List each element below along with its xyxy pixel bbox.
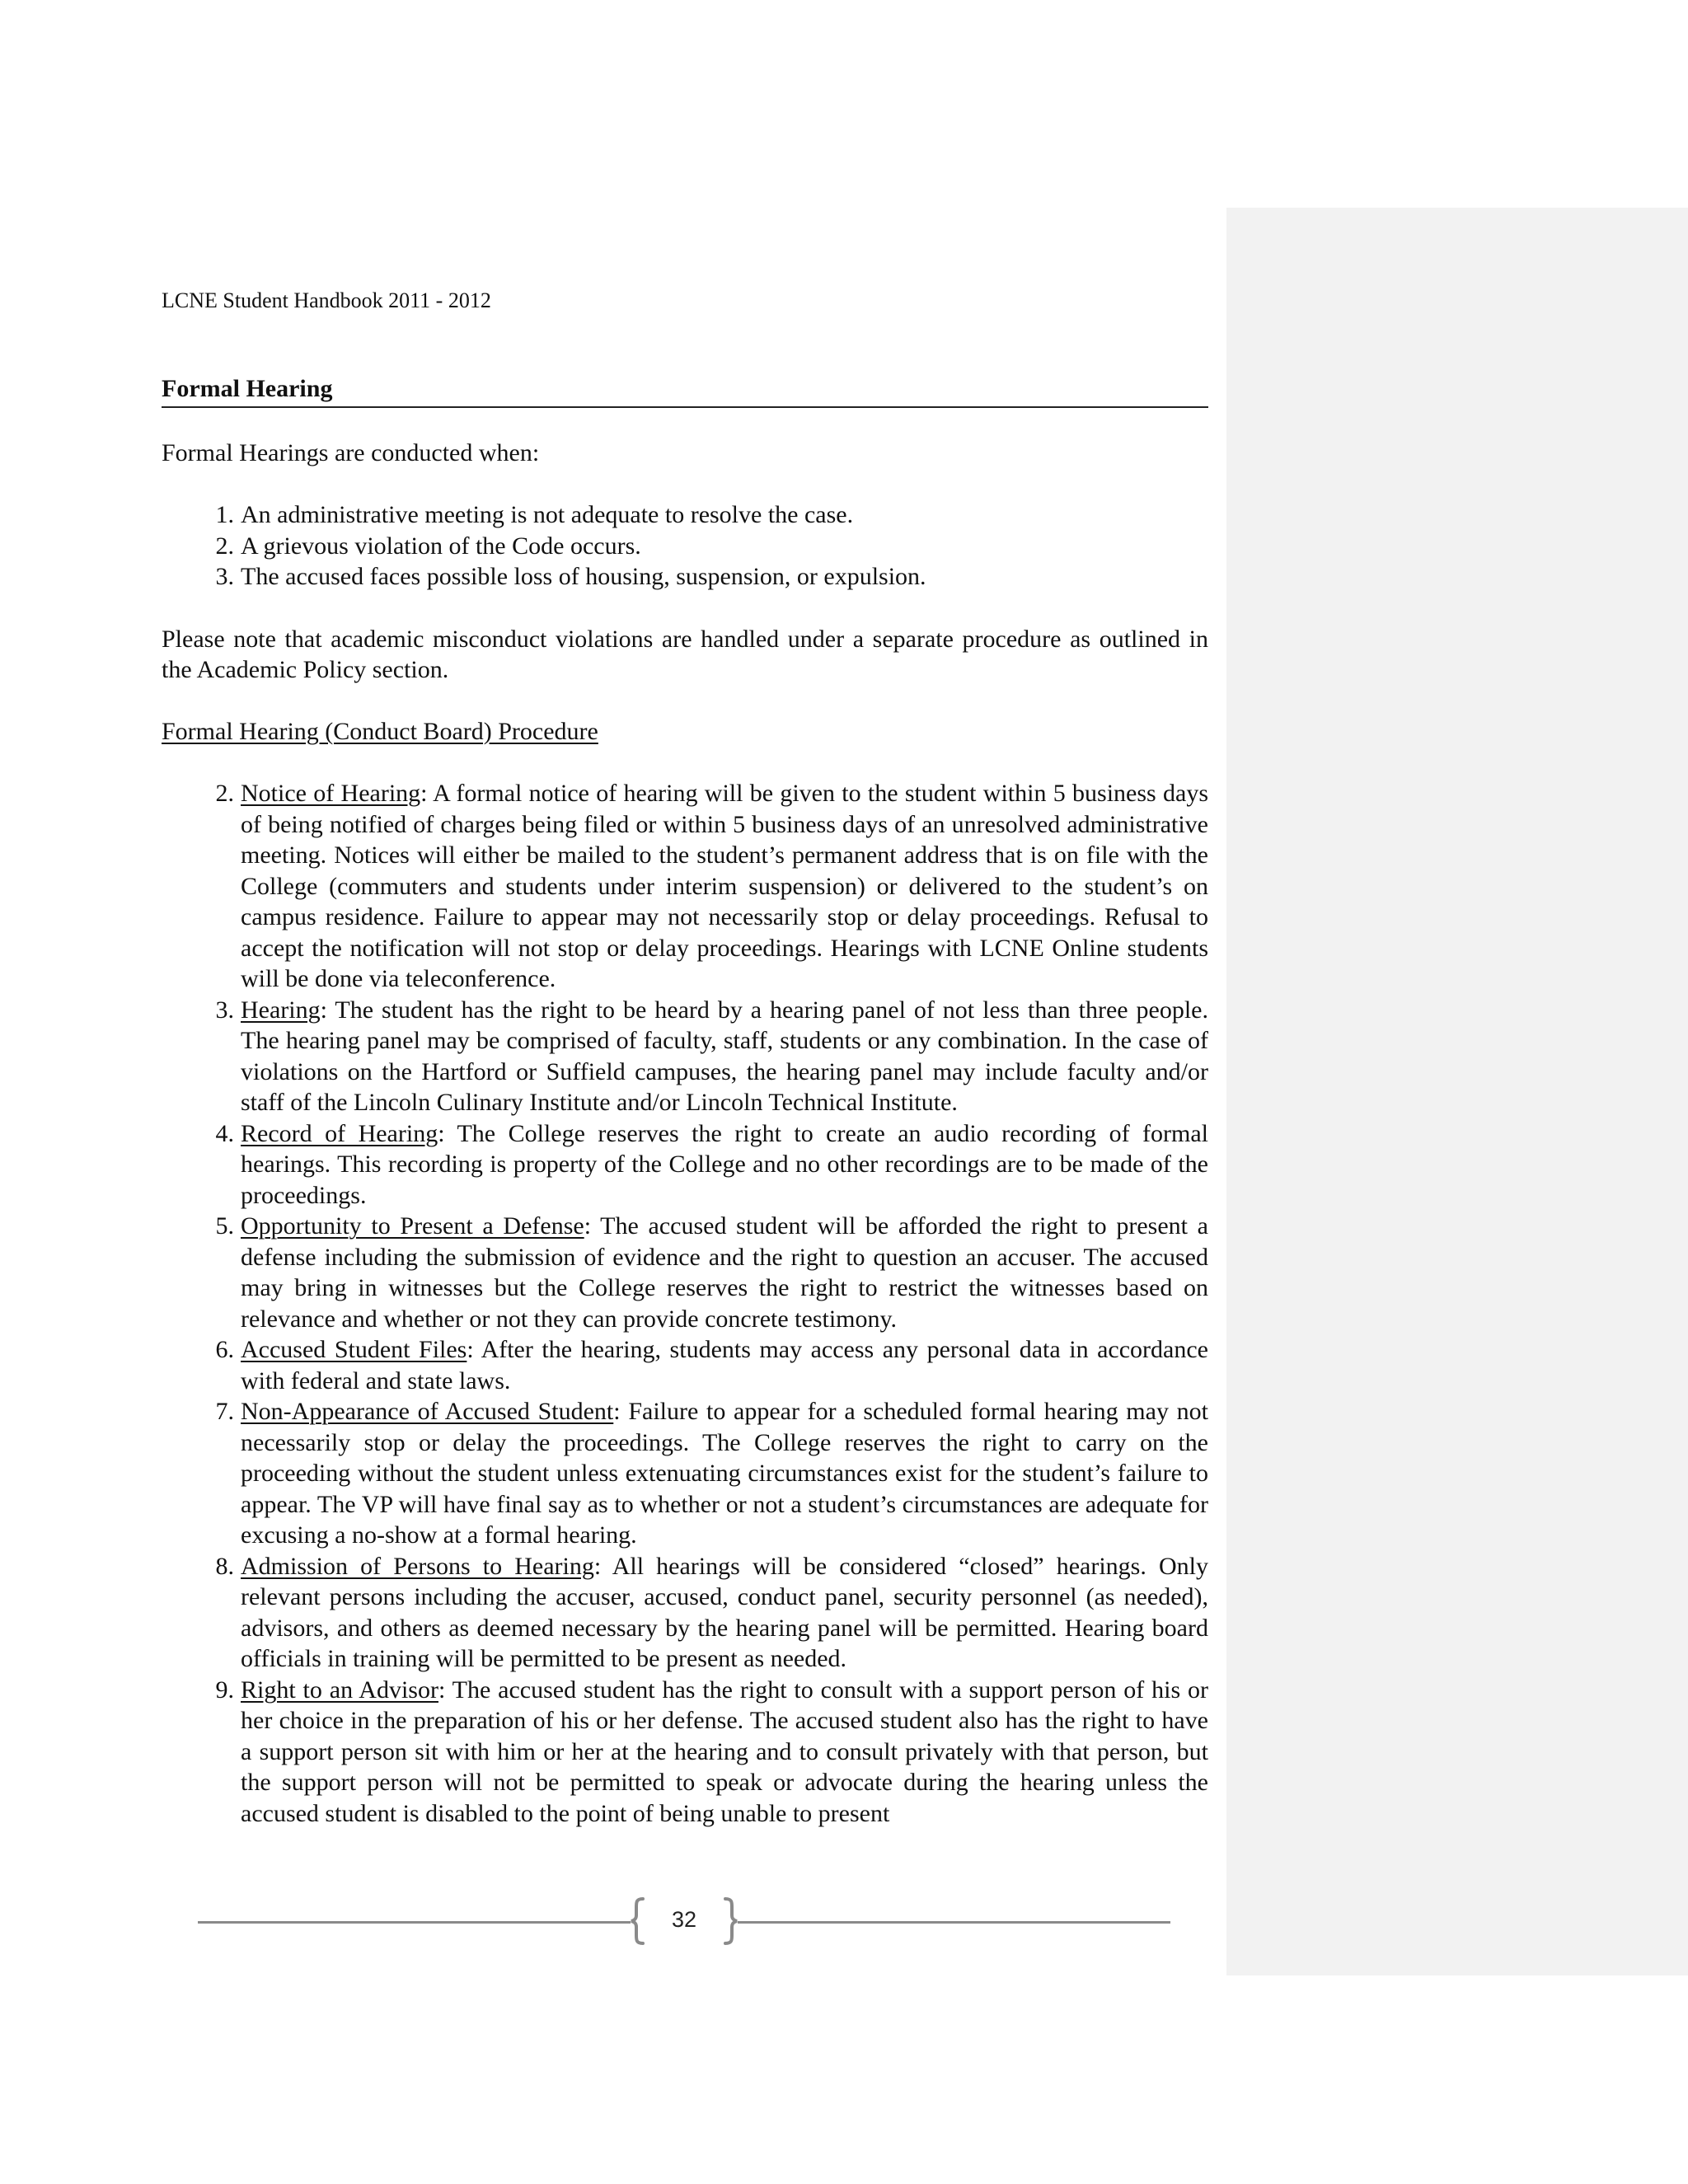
page-number: 32: [671, 1907, 697, 1932]
page-footer: [198, 1896, 1170, 1945]
list-number: 1.: [215, 501, 234, 528]
list-item: [162, 499, 1208, 531]
procedure-text: : The accused student has the right to consult with a support person of his or her choice in the preparation of his or her defense. The accused student also has the right to have a support person sit with him or her at the hearing and to consult privately with that person, but the support person will not be permitted to speak or advocate during the hearing unless the accused student is disabled to the point of being unable to present: [241, 1675, 1209, 1827]
page-body: [162, 373, 1208, 1829]
procedure-list: [162, 778, 1208, 1829]
procedure-text: : The College reserves the right to create an audio recording of formal hearings. This recording is property of the College and no other recordings are to be made of the proceedings.: [241, 1119, 1209, 1209]
list-number: 5.: [215, 1212, 234, 1240]
procedure-term: Hearing: [241, 996, 321, 1024]
procedure-item: [162, 1118, 1208, 1212]
list-item-text: The accused faces possible loss of housing, suspension, or expulsion.: [241, 563, 926, 590]
criteria-list: [162, 499, 1208, 593]
procedure-term: Non-Appearance of Accused Student: [241, 1398, 614, 1425]
intro-paragraph: Formal Hearings are conducted when:: [162, 438, 540, 466]
list-number: 3.: [215, 563, 234, 590]
list-number: 6.: [215, 1336, 234, 1363]
procedure-text: : All hearings will be considered “closed” hearings. Only relevant persons including the accuser, accused, conduct panel, security personnel (as needed), advisors, and others as deemed necessary by the hearing panel will be permitted. Hearing board officials in training will be permitted to be present as needed.: [241, 1552, 1208, 1672]
procedure-item: [162, 778, 1208, 995]
procedure-term: Opportunity to Present a Defense: [241, 1212, 584, 1240]
procedure-title: Formal Hearing (Conduct Board) Procedure: [162, 717, 598, 745]
procedure-item: [162, 995, 1208, 1118]
procedure-item: [162, 1334, 1208, 1396]
procedure-term: Notice of Hearing: [241, 780, 421, 807]
procedure-item: [162, 1551, 1208, 1675]
comment-pane: [1226, 208, 1688, 1975]
footer-rule-left: [198, 1921, 631, 1924]
running-header: LCNE Student Handbook 2011 - 2012: [162, 288, 491, 312]
procedure-text: : A formal notice of hearing will be given to the student within 5 business days of being notified of charges being filed or within 5 business days of an unresolved administrative meeting. Notices will either be mailed to the student’s permanent address that is on file with the College (commuters and students under interim suspension) or delivered to the student’s on campus residence. Failure to appear may not necessarily stop or delay proceedings. Refusal to accept the notification will not stop or delay proceedings. Hearings with LCNE Online students will be done via teleconference.: [241, 780, 1208, 992]
left-brace-ornament: [625, 1896, 649, 1945]
list-item-text: An administrative meeting is not adequate to resolve the case.: [241, 501, 854, 528]
list-item: [162, 561, 1208, 593]
footer-rule-right: [738, 1921, 1170, 1924]
procedure-item: [162, 1675, 1208, 1830]
section-heading: Formal Hearing: [162, 373, 1208, 408]
procedure-item: [162, 1211, 1208, 1334]
list-number: 4.: [215, 1119, 234, 1147]
procedure-text: : The accused student will be afforded the right to present a defense including the submission of evidence and the right to question an accuser. The accused may bring in witnesses but the College reserves the right to restrict the witnesses based on relevance and whether or not they can provide concrete testimony.: [241, 1212, 1208, 1333]
right-brace-ornament: [719, 1896, 743, 1945]
list-item-text: A grievous violation of the Code occurs.: [241, 532, 641, 560]
procedure-text: : Failure to appear for a scheduled formal hearing may not necessarily stop or delay the proceedings. The College reserves the right to carry on the proceeding without the student unless extenuating circumstances exist for the student’s failure to appear. The VP will have final say as to whether or not a student’s circumstances are adequate for excusing a no-show at a formal hearing.: [241, 1398, 1208, 1549]
list-number: 7.: [215, 1398, 234, 1425]
procedure-term: Admission of Persons to Hearing: [241, 1552, 594, 1580]
list-number: 2.: [215, 780, 234, 807]
list-number: 8.: [215, 1552, 234, 1580]
procedure-item: [162, 1396, 1208, 1551]
procedure-term: Record of Hearing: [241, 1119, 438, 1147]
list-number: 2.: [215, 532, 234, 560]
list-number: 3.: [215, 996, 234, 1024]
procedure-term: Right to an Advisor: [241, 1675, 438, 1704]
procedure-text: : After the hearing, students may access any personal data in accordance with federal and state laws.: [241, 1336, 1208, 1394]
list-item: [162, 531, 1208, 562]
note-paragraph: Please note that academic misconduct violations are handled under a separate procedure as outlined in the Academic Policy section.: [162, 625, 1208, 683]
list-number: 9.: [215, 1675, 234, 1704]
procedure-text: : The student has the right to be heard by a hearing panel of not less than three people. The hearing panel may be comprised of faculty, staff, students or any combination. In the case of violations on the Hartford or Suffield campuses, the hearing panel may include faculty and/or staff of the Lincoln Culinary Institute and/or Lincoln Technical Institute.: [241, 996, 1208, 1116]
procedure-term: Accused Student Files: [241, 1336, 467, 1363]
